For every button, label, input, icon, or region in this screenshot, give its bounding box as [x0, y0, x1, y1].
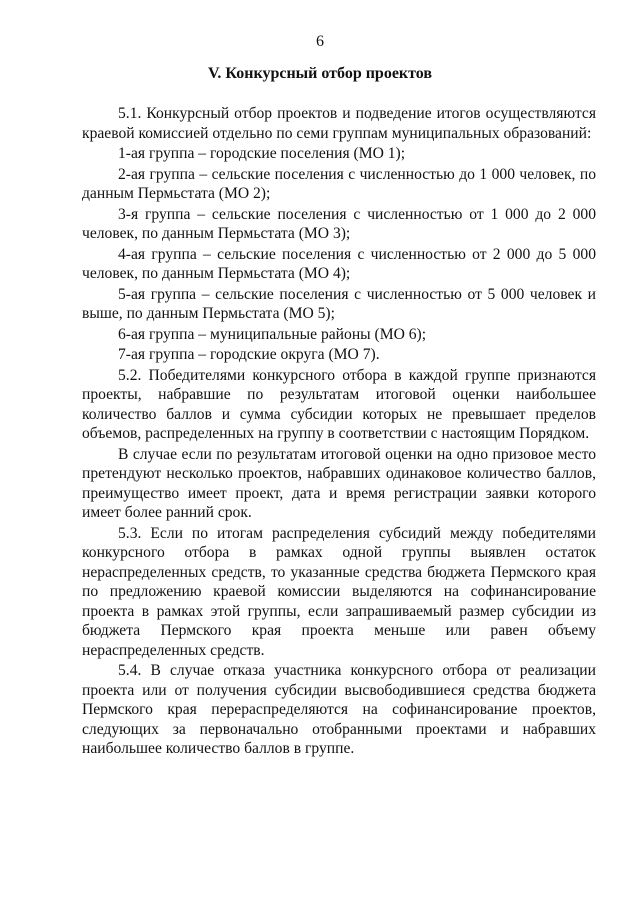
paragraph-5-1: 5.1. Конкурсный отбор проектов и подведение итогов осуществляются краевой комиссией отдельно по семи группам муниципальных образований:	[82, 105, 596, 142]
list-item-group-2: 2-ая группа – сельские поселения с численностью до 1 000 человек, по данным Пермьстата (МО 2);	[82, 165, 596, 202]
list-item-group-7: 7-ая группа – городские округа (МО 7).	[118, 346, 380, 363]
paragraph-tie-rule: В случае если по результатам итоговой оценки на одно призовое место претендуют несколько проектов, набравших одинаковое количество баллов, преимущество имеет проект, дата и время регистрации заявки которого имеет более ранний срок.	[82, 445, 596, 521]
page-number: 6	[316, 33, 324, 50]
section-heading: V. Конкурсный отбор проектов	[207, 65, 433, 82]
list-item-group-4: 4-ая группа – сельские поселения с численностью от 2 000 до 5 000 человек, по данным Пермьстата (МО 4);	[82, 245, 596, 282]
paragraph-5-4: 5.4. В случае отказа участника конкурсного отбора от реализации проекта или от получения субсидии высвободившиеся средства бюджета Пермского края перераспределяются на софинансирование проектов, следующих за первоначально отобранными проектами и набравших наибольшее количество баллов в группе.	[82, 662, 596, 757]
paragraph-5-2: 5.2. Победителями конкурсного отбора в каждой группе признаются проекты, набравшие по результатам итоговой оценки наибольшее количество баллов и сумма субсидии которых не превышает пределов объемов, распределенных на группу в соответствии с настоящим Порядком.	[82, 366, 596, 442]
list-item-group-5: 5-ая группа – сельские поселения с численностью от 5 000 человек и выше, по данным Пермьстата (МО 5);	[82, 285, 596, 322]
list-item-group-6: 6-ая группа – муниципальные районы (МО 6);	[118, 325, 427, 343]
section-body	[82, 103, 596, 759]
paragraph-5-3: 5.3. Если по итогам распределения субсидий между победителями конкурсного отбора в рамках одной группы выявлен остаток нераспределенных средств, то указанные средства бюджета Пермского края по предложению краевой комиссии выделяются на софинансирование проекта в рамках этой группы, если запрашиваемый размер субсидии из бюджета Пермского края проекта меньше или равен объему нераспределенных средств.	[82, 524, 596, 659]
list-item-group-1: 1-ая группа – городские поселения (МО 1);	[118, 145, 406, 162]
list-item-group-3: 3-я группа – сельские поселения с численностью от 1 000 до 2 000 человек, по данным Пермьстата (МО 3);	[82, 205, 596, 242]
